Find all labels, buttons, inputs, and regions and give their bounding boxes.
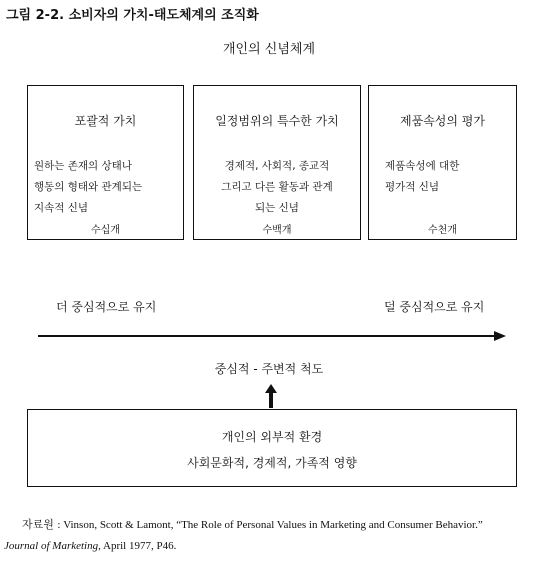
domain-specific-values-line: 그리고 다른 활동과 관계	[221, 181, 333, 193]
centrality-axis-arrowhead	[494, 331, 506, 341]
global-values-description	[34, 156, 179, 219]
domain-specific-values-box	[193, 85, 361, 240]
global-values-count: 수십개	[91, 225, 120, 236]
product-attribute-evaluation-description	[385, 156, 512, 198]
influence-up-arrow-shape	[265, 384, 277, 408]
domain-specific-values-description	[196, 156, 358, 219]
global-values-line: 행동의 형태와 관계되는	[34, 181, 143, 193]
source-prefix: 자료원	[22, 518, 54, 531]
domain-specific-values-line: 되는 신념	[255, 202, 299, 214]
source-journal-name: Journal of Marketing	[4, 540, 99, 552]
product-attribute-evaluation-box	[368, 85, 517, 240]
product-attribute-evaluation-title: 제품속성의 평가	[400, 114, 485, 128]
product-attribute-evaluation-line: 제품속성에 대한	[385, 160, 460, 172]
source-journal	[4, 540, 176, 552]
source-citation	[22, 516, 483, 532]
external-environment-box	[27, 409, 517, 487]
more-central-label: 더 중심적으로 유지	[56, 300, 157, 314]
external-environment-title: 개인의 외부적 환경	[221, 430, 323, 444]
influence-up-arrow	[264, 384, 278, 408]
global-values-line: 지속적 신념	[34, 202, 89, 214]
external-environment-detail: 사회문화적, 경제적, 가족적 영향	[187, 456, 357, 470]
domain-specific-values-title: 일정범위의 특수한 가치	[215, 114, 339, 128]
centrality-scale-label: 중심적 - 주변적 척도	[214, 362, 324, 376]
product-attribute-evaluation-count: 수천개	[428, 225, 457, 236]
centrality-axis-arrow	[0, 326, 538, 346]
source-journal-date: , April 1977, P46.	[98, 540, 177, 552]
product-attribute-evaluation-line: 평가적 신념	[385, 181, 440, 193]
global-values-title: 포괄적 가치	[74, 114, 137, 128]
belief-system-heading: 개인의 신념체계	[222, 42, 316, 57]
source-citation-text: : Vinson, Scott & Lamont, “The Role of Personal Values in Marketing and Consumer Behavior.”	[57, 519, 483, 531]
global-values-box	[27, 85, 184, 240]
domain-specific-values-count: 수백개	[262, 225, 292, 236]
less-central-label: 덜 중심적으로 유지	[384, 300, 485, 314]
figure-title: 그림 2-2. 소비자의 가치-태도체계의 조직화	[6, 8, 259, 23]
domain-specific-values-line: 경제적, 사회적, 종교적	[224, 160, 330, 172]
global-values-line: 원하는 존재의 상태나	[34, 160, 132, 172]
